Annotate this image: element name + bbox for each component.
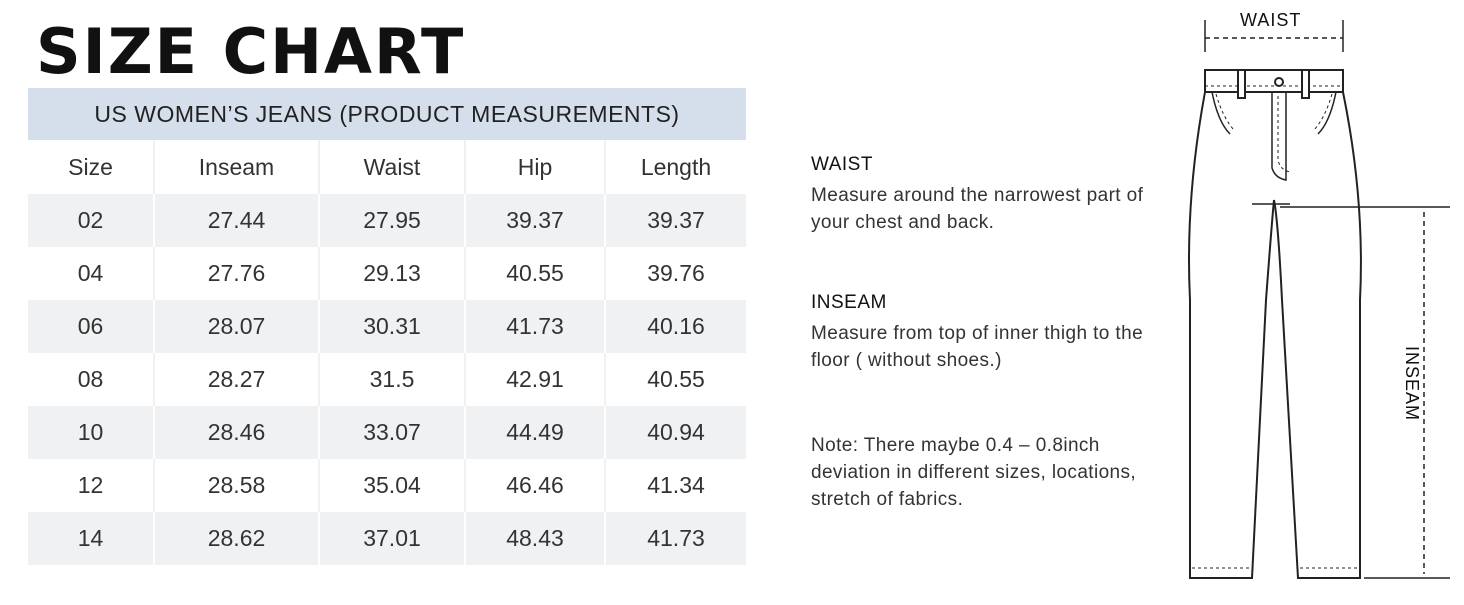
table-cell: 06 bbox=[28, 300, 154, 353]
table-cell: 46.46 bbox=[465, 459, 605, 512]
table-cell: 35.04 bbox=[319, 459, 465, 512]
table-cell: 39.37 bbox=[605, 194, 746, 247]
size-table-grid bbox=[28, 140, 746, 565]
table-cell: 37.01 bbox=[319, 512, 465, 565]
table-cell: 27.76 bbox=[154, 247, 319, 300]
page-title: SIZE CHART bbox=[36, 15, 466, 88]
table-row bbox=[28, 247, 746, 300]
waist-description: Measure around the narrowest part of your chest and back. bbox=[811, 185, 1144, 233]
inseam-note bbox=[811, 292, 1151, 374]
table-row bbox=[28, 194, 746, 247]
table-cell: 28.58 bbox=[154, 459, 319, 512]
table-cell: 39.37 bbox=[465, 194, 605, 247]
column-header-waist: Waist bbox=[319, 140, 465, 194]
table-cell: 40.55 bbox=[465, 247, 605, 300]
column-header-hip: Hip bbox=[465, 140, 605, 194]
deviation-note bbox=[811, 426, 1141, 513]
waist-heading: WAIST bbox=[811, 154, 873, 175]
table-cell: 40.94 bbox=[605, 406, 746, 459]
table-cell: 30.31 bbox=[319, 300, 465, 353]
table-cell: 28.46 bbox=[154, 406, 319, 459]
column-header-inseam: Inseam bbox=[154, 140, 319, 194]
table-cell: 33.07 bbox=[319, 406, 465, 459]
inseam-label: INSEAM bbox=[1402, 346, 1422, 422]
table-cell: 31.5 bbox=[319, 353, 465, 406]
column-header-size: Size bbox=[28, 140, 154, 194]
table-cell: 12 bbox=[28, 459, 154, 512]
table-row bbox=[28, 300, 746, 353]
table-header-row bbox=[28, 140, 746, 194]
table-cell: 28.07 bbox=[154, 300, 319, 353]
table-row bbox=[28, 512, 746, 565]
table-cell: 02 bbox=[28, 194, 154, 247]
table-cell: 14 bbox=[28, 512, 154, 565]
table-cell: 27.44 bbox=[154, 194, 319, 247]
inseam-description: Measure from top of inner thigh to the floor ( without shoes.) bbox=[811, 323, 1144, 371]
table-cell: 28.62 bbox=[154, 512, 319, 565]
table-cell: 48.43 bbox=[465, 512, 605, 565]
table-cell: 42.91 bbox=[465, 353, 605, 406]
table-cell: 27.95 bbox=[319, 194, 465, 247]
table-cell: 28.27 bbox=[154, 353, 319, 406]
deviation-text: Note: There maybe 0.4 – 0.8inch deviation in different sizes, locations, stretch of fabrics. bbox=[811, 435, 1137, 510]
table-cell: 40.55 bbox=[605, 353, 746, 406]
table-cell: 08 bbox=[28, 353, 154, 406]
size-table bbox=[28, 88, 746, 565]
table-row bbox=[28, 459, 746, 512]
table-cell: 10 bbox=[28, 406, 154, 459]
table-cell: 41.34 bbox=[605, 459, 746, 512]
column-header-length: Length bbox=[605, 140, 746, 194]
table-cell: 29.13 bbox=[319, 247, 465, 300]
table-cell: 44.49 bbox=[465, 406, 605, 459]
table-cell: 41.73 bbox=[605, 512, 746, 565]
table-row bbox=[28, 406, 746, 459]
table-cell: 40.16 bbox=[605, 300, 746, 353]
table-cell: 39.76 bbox=[605, 247, 746, 300]
jeans-outline-illustration bbox=[1160, 0, 1464, 600]
waist-label: WAIST bbox=[1240, 10, 1302, 30]
table-row bbox=[28, 353, 746, 406]
table-cell: 41.73 bbox=[465, 300, 605, 353]
jeans-diagram bbox=[1160, 0, 1464, 600]
table-cell: 04 bbox=[28, 247, 154, 300]
waist-note bbox=[811, 154, 1151, 236]
inseam-heading: INSEAM bbox=[811, 292, 887, 313]
table-caption: US WOMEN’S JEANS (PRODUCT MEASUREMENTS) bbox=[28, 88, 746, 140]
